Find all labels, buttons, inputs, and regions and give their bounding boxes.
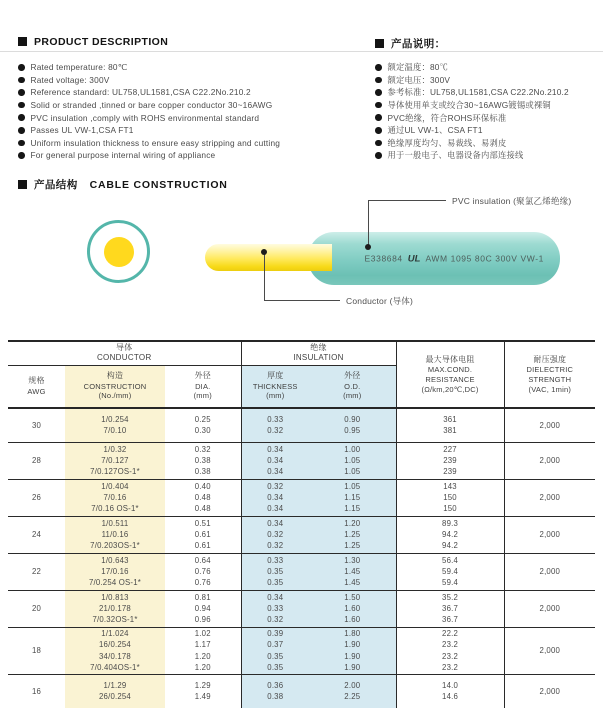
bullet-dot-icon — [375, 64, 382, 71]
cable-construction-title-en: CABLE CONSTRUCTION — [89, 179, 228, 191]
cable-body — [308, 232, 560, 285]
conductor-leader-line — [264, 252, 265, 300]
bullet-item — [375, 111, 569, 124]
construction-header: 构造 CONSTRUCTION (No./mm) — [65, 365, 165, 408]
dielectric-cell: 2,000 — [504, 479, 595, 516]
bullet-item — [375, 149, 569, 162]
bullet-text: PVC绝缘，符合ROHS环保标准 — [387, 112, 507, 123]
bullet-text: Rated temperature: 80℃ — [30, 62, 128, 73]
bullet-item — [18, 99, 280, 112]
awg-cell: 26 — [8, 479, 65, 516]
thickness-header: 厚度 THICKNESS (mm) — [241, 365, 309, 408]
od-cell: 2.00 2.25 — [309, 674, 396, 708]
dielectric-cell: 2,000 — [504, 516, 595, 553]
spec-table — [8, 340, 595, 708]
conductor-leader-line — [264, 300, 340, 301]
od-cell: 0.90 0.95 — [309, 408, 396, 442]
bullet-item — [375, 74, 569, 87]
spec-row — [8, 516, 595, 553]
conductor-group-header: 导体 CONDUCTOR — [8, 341, 241, 365]
od-cell: 1.50 1.60 1.60 — [309, 590, 396, 627]
bullet-item — [18, 111, 280, 124]
thickness-cell: 0.32 0.34 0.34 — [241, 479, 309, 516]
product-description-cn-title — [375, 36, 446, 51]
spec-table-header — [8, 341, 595, 408]
awg-cell: 20 — [8, 590, 65, 627]
spec-table-body — [8, 408, 595, 708]
awg-header: 规格 AWG — [8, 365, 65, 408]
pvc-leader-dot — [365, 244, 371, 250]
cable-print-text — [365, 253, 544, 264]
pvc-leader-line — [368, 200, 369, 247]
bullet-dot-icon — [18, 140, 25, 147]
awg-cell: 30 — [31, 420, 42, 430]
bullet-text: Reference standard: UL758,UL1581,CSA C22.2No.210.2 — [30, 87, 251, 98]
dielectric-cell: 2,000 — [504, 553, 595, 590]
bullet-text: 用于一般电子、电器设备内部连接线 — [387, 150, 524, 161]
bullet-text: Uniform insulation thickness to ensure easy stripping and cutting — [30, 137, 281, 148]
construction-cell: 1/1.024 16/0.254 34/0.178 7/0.404OS-1* — [65, 627, 165, 674]
header-divider — [0, 51, 603, 52]
awg-cell: 22 — [8, 553, 65, 590]
dielectric-cell: 2,000 — [539, 420, 561, 430]
bullet-text: 额定温度：80℃ — [387, 62, 449, 73]
construction-cell: 1/0.643 17/0.16 7/0.254 OS-1* — [65, 553, 165, 590]
resistance-cell: 361 381 — [396, 408, 504, 442]
thickness-cell: 0.34 0.33 0.32 — [241, 590, 309, 627]
description-list-en — [18, 61, 280, 162]
construction-cell: 1/0.254 7/0.10 — [65, 408, 165, 442]
cable-spec-text: AWM 1095 80C 300V VW-1 — [425, 253, 544, 264]
dia-cell: 0.64 0.76 0.76 — [165, 553, 241, 590]
thickness-cell: 0.39 0.37 0.35 0.35 — [241, 627, 309, 674]
dielectric-cell: 2,000 — [504, 674, 595, 708]
bullet-dot-icon — [18, 127, 25, 134]
bullet-dot-icon — [18, 152, 25, 159]
bullet-item — [375, 124, 569, 137]
bullet-item — [375, 61, 569, 74]
ul-logo-icon: UL — [407, 253, 421, 264]
bullet-item — [18, 74, 280, 87]
resistance-cell: 14.0 14.6 — [396, 674, 504, 708]
bullet-item — [18, 137, 280, 150]
square-bullet-icon — [18, 180, 27, 189]
awg-cell: 24 — [8, 516, 65, 553]
thickness-cell: 0.34 0.34 0.34 — [241, 442, 309, 479]
od-cell: 1.05 1.15 1.15 — [309, 479, 396, 516]
spec-row — [8, 479, 595, 516]
product-description-cn-title-text: 产品说明： — [391, 38, 446, 50]
bullet-dot-icon — [375, 127, 382, 134]
bullet-dot-icon — [18, 89, 25, 96]
cable-construction-title-cn: 产品结构 — [34, 179, 78, 191]
od-cell: 1.00 1.05 1.05 — [309, 442, 396, 479]
bullet-text: 参考标准：UL758,UL1581,CSA C22.2No.210.2 — [387, 87, 569, 98]
dielectric-cell: 2,000 — [504, 442, 595, 479]
construction-cell: 1/0.404 7/0.16 7/0.16 OS-1* — [65, 479, 165, 516]
conductor-core-circle — [104, 237, 134, 267]
bullet-item — [18, 61, 280, 74]
od-cell: 1.20 1.25 1.25 — [309, 516, 396, 553]
dia-cell: 0.51 0.61 0.61 — [165, 516, 241, 553]
awg-cell: 16 — [8, 674, 65, 708]
pvc-leader-line — [368, 200, 446, 201]
construction-cell: 1/1.29 26/0.254 — [65, 674, 165, 708]
bullet-item — [375, 99, 569, 112]
product-description-title — [18, 36, 168, 48]
bullet-dot-icon — [375, 152, 382, 159]
bullet-text: Solid or stranded ,tinned or bare copper conductor 30~16AWG — [30, 100, 273, 111]
bullet-dot-icon — [18, 114, 25, 121]
bullet-dot-icon — [375, 102, 382, 109]
construction-cell: 1/0.32 7/0.127 7/0.127OS-1* — [65, 442, 165, 479]
bullet-item — [18, 124, 280, 137]
bullet-text: Passes UL VW-1,CSA FT1 — [30, 125, 134, 136]
thickness-cell: 0.33 0.35 0.35 — [241, 553, 309, 590]
bullet-item — [18, 149, 280, 162]
spec-row — [8, 627, 595, 674]
bullet-dot-icon — [375, 114, 382, 121]
description-list-cn — [375, 61, 569, 162]
resistance-cell: 89.3 94.2 94.2 — [396, 516, 504, 553]
bullet-dot-icon — [18, 77, 25, 84]
awg-cell: 18 — [8, 627, 65, 674]
resistance-cell: 35.2 36.7 36.7 — [396, 590, 504, 627]
bullet-dot-icon — [18, 102, 25, 109]
insulation-group-header: 绝缘 INSULATION — [241, 341, 396, 365]
bullet-text: 通过UL VW-1、CSA FT1 — [387, 125, 483, 136]
construction-cell: 1/0.813 21/0.178 7/0.32OS-1* — [65, 590, 165, 627]
dia-header: 外径 DIA. (mm) — [165, 365, 241, 408]
bullet-dot-icon — [375, 77, 382, 84]
conductor-leader-dot — [261, 249, 267, 255]
thickness-cell: 0.33 0.32 — [241, 408, 309, 442]
dia-cell: 1.02 1.17 1.20 1.20 — [165, 627, 241, 674]
dia-cell: 0.25 0.30 — [165, 408, 241, 442]
thickness-cell: 0.34 0.32 0.32 — [241, 516, 309, 553]
bullet-dot-icon — [375, 140, 382, 147]
bullet-text: PVC insulation ,comply with ROHS environmental standard — [30, 112, 260, 123]
bullet-item — [375, 137, 569, 150]
dielectric-header: 耐压强度 DIELECTRIC STRENGTH (VAC, 1min) — [504, 341, 595, 408]
spec-row — [8, 442, 595, 479]
dia-cell: 1.29 1.49 — [165, 674, 241, 708]
square-bullet-icon — [375, 39, 384, 48]
cable-cross-section — [87, 220, 150, 283]
dielectric-cell: 2,000 — [504, 590, 595, 627]
dia-cell: 0.40 0.48 0.48 — [165, 479, 241, 516]
resistance-cell: 22.2 23.2 23.2 23.2 — [396, 627, 504, 674]
cable-construction-title — [18, 177, 228, 192]
bullet-item — [18, 86, 280, 99]
conductor-rod — [205, 244, 332, 271]
bullet-text: For general purpose internal wiring of appliance — [30, 150, 216, 161]
bullet-dot-icon — [375, 89, 382, 96]
bullet-text: 额定电压：300V — [387, 74, 451, 85]
resistance-cell: 56.4 59.4 59.4 — [396, 553, 504, 590]
dielectric-cell: 2,000 — [504, 627, 595, 674]
od-header: 外径 O.D. (mm) — [309, 365, 396, 408]
od-cell: 1.80 1.90 1.90 1.90 — [309, 627, 396, 674]
resistance-cell: 143 150 150 — [396, 479, 504, 516]
pvc-insulation-label: PVC insulation (聚氯乙烯绝缘) — [452, 196, 572, 206]
spec-row — [8, 674, 595, 708]
bullet-item — [375, 86, 569, 99]
spec-row — [8, 553, 595, 590]
bullet-dot-icon — [18, 64, 25, 71]
resistance-header: 最大导体电阻 MAX.COND. RESISTANCE (Ω/km,20℃,DC) — [396, 341, 504, 408]
bullet-text: 绝缘厚度均匀、易裁线、易剥皮 — [387, 137, 507, 148]
bullet-text: 导体使用单支或绞合30~16AWG镀锡或裸铜 — [387, 100, 551, 111]
cable-cert-number: E338684 — [364, 253, 403, 264]
thickness-cell: 0.36 0.38 — [241, 674, 309, 708]
construction-cell: 1/0.511 11/0.16 7/0.203OS-1* — [65, 516, 165, 553]
conductor-label: Conductor (导体) — [346, 296, 414, 306]
spec-row — [8, 408, 595, 442]
bullet-text: Rated voltage: 300V — [30, 74, 110, 85]
resistance-cell: 227 239 239 — [396, 442, 504, 479]
spec-row — [8, 590, 595, 627]
dia-cell: 0.32 0.38 0.38 — [165, 442, 241, 479]
od-cell: 1.30 1.45 1.45 — [309, 553, 396, 590]
dia-cell: 0.81 0.94 0.96 — [165, 590, 241, 627]
product-description-title-text: PRODUCT DESCRIPTION — [34, 36, 169, 48]
square-bullet-icon — [18, 37, 27, 46]
awg-cell: 28 — [8, 442, 65, 479]
